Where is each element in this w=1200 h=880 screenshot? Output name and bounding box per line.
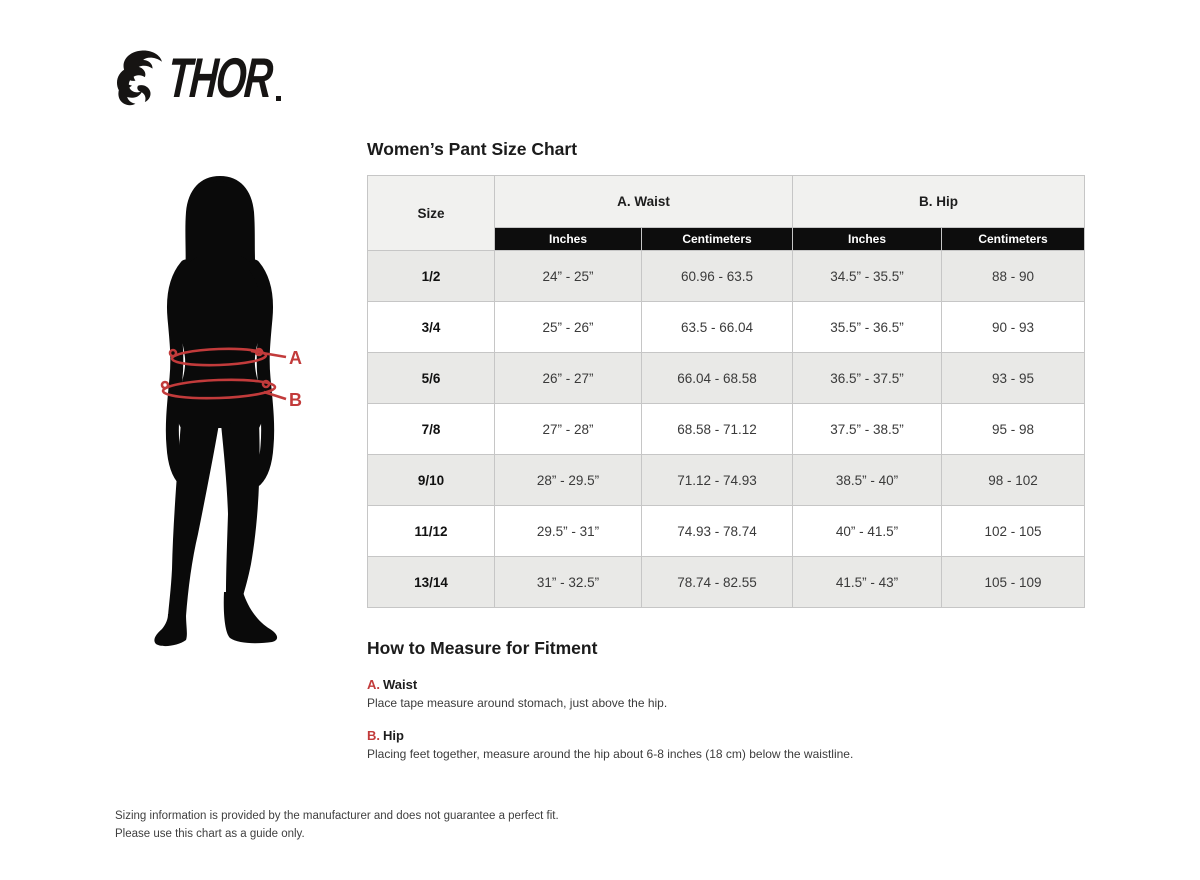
table-row [368, 506, 1085, 557]
value-cell: 74.93 - 78.74 [642, 506, 793, 557]
value-cell: 90 - 93 [942, 302, 1085, 353]
table-header-row [368, 176, 1085, 228]
page-title: Women’s Pant Size Chart [367, 139, 578, 159]
registered-mark-icon [276, 96, 281, 101]
measure-key-b: B. [367, 728, 380, 743]
unit-header-hip-inches: Inches [793, 228, 942, 251]
size-cell: 9/10 [368, 455, 495, 506]
measure-label-hip: Hip [383, 728, 404, 743]
measure-item-title [367, 728, 1007, 743]
measure-text-waist: Place tape measure around stomach, just above the hip. [367, 696, 668, 710]
value-cell: 27” - 28” [495, 404, 642, 455]
thor-goat-icon [112, 48, 164, 113]
value-cell: 34.5” - 35.5” [793, 251, 942, 302]
value-cell: 78.74 - 82.55 [642, 557, 793, 608]
brand-name: THOR [165, 46, 274, 109]
size-cell: 7/8 [368, 404, 495, 455]
how-to-measure-heading: How to Measure for Fitment [367, 638, 598, 658]
column-header-size: Size [368, 176, 495, 251]
column-header-hip: B. Hip [793, 176, 1085, 228]
value-cell: 24” - 25” [495, 251, 642, 302]
disclaimer-line-2: Please use this chart as a guide only. [115, 827, 305, 840]
value-cell: 93 - 95 [942, 353, 1085, 404]
woman-silhouette-icon [148, 173, 308, 660]
value-cell: 29.5” - 31” [495, 506, 642, 557]
value-cell: 105 - 109 [942, 557, 1085, 608]
value-cell: 98 - 102 [942, 455, 1085, 506]
how-to-measure-section [367, 638, 1007, 761]
size-cell: 11/12 [368, 506, 495, 557]
table-row [368, 251, 1085, 302]
measure-item-waist [367, 677, 1007, 710]
table-row [368, 404, 1085, 455]
table-row [368, 455, 1085, 506]
measure-item-title [367, 677, 1007, 692]
hip-label-b: B [289, 390, 302, 410]
table-row [368, 557, 1085, 608]
measure-text-hip: Placing feet together, measure around the hip about 6-8 inches (18 cm) below the waistline. [367, 747, 854, 761]
value-cell: 63.5 - 66.04 [642, 302, 793, 353]
size-cell: 3/4 [368, 302, 495, 353]
value-cell: 28” - 29.5” [495, 455, 642, 506]
value-cell: 95 - 98 [942, 404, 1085, 455]
value-cell: 60.96 - 63.5 [642, 251, 793, 302]
disclaimer-line-1: Sizing information is provided by the manufacturer and does not guarantee a perfect fit. [115, 810, 559, 822]
size-cell: 5/6 [368, 353, 495, 404]
value-cell: 37.5” - 38.5” [793, 404, 942, 455]
measure-label-waist: Waist [383, 677, 418, 692]
disclaimer [115, 808, 559, 844]
value-cell: 31” - 32.5” [495, 557, 642, 608]
value-cell: 38.5” - 40” [793, 455, 942, 506]
value-cell: 88 - 90 [942, 251, 1085, 302]
measurement-figure [148, 173, 308, 660]
waist-label-a: A [289, 348, 302, 368]
size-cell: 13/14 [368, 557, 495, 608]
value-cell: 35.5” - 36.5” [793, 302, 942, 353]
value-cell: 25” - 26” [495, 302, 642, 353]
value-cell: 102 - 105 [942, 506, 1085, 557]
value-cell: 40” - 41.5” [793, 506, 942, 557]
measure-item-hip [367, 728, 1007, 761]
unit-header-waist-centimeters: Centimeters [642, 228, 793, 251]
table-row [368, 302, 1085, 353]
value-cell: 71.12 - 74.93 [642, 455, 793, 506]
value-cell: 26” - 27” [495, 353, 642, 404]
column-header-waist: A. Waist [495, 176, 793, 228]
brand-logo [112, 48, 313, 113]
measure-key-a: A. [367, 677, 380, 692]
value-cell: 41.5” - 43” [793, 557, 942, 608]
size-chart-table [367, 175, 1084, 608]
value-cell: 36.5” - 37.5” [793, 353, 942, 404]
table-row [368, 353, 1085, 404]
unit-header-waist-inches: Inches [495, 228, 642, 251]
unit-header-hip-centimeters: Centimeters [942, 228, 1085, 251]
value-cell: 68.58 - 71.12 [642, 404, 793, 455]
size-table-body [368, 251, 1085, 608]
size-cell: 1/2 [368, 251, 495, 302]
value-cell: 66.04 - 68.58 [642, 353, 793, 404]
